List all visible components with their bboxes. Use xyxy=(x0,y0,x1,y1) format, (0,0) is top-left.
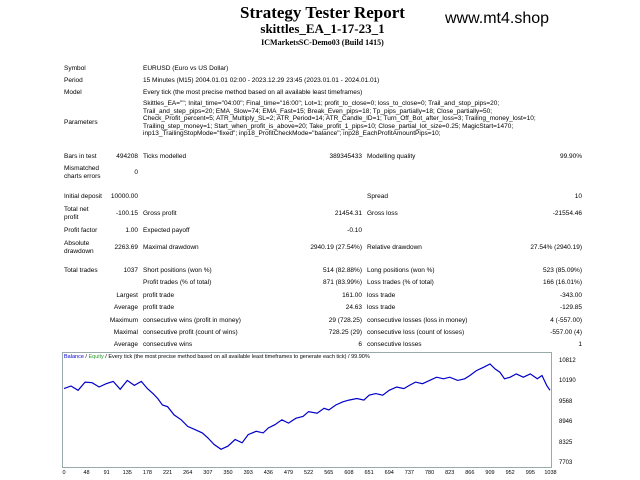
x-tick-label: 264 xyxy=(183,470,193,476)
x-tick-label: 436 xyxy=(263,470,273,476)
avg-consec-wins-label: consecutive wins xyxy=(143,341,193,348)
reldd-label: Relative drawdown xyxy=(367,244,422,251)
x-tick-label: 178 xyxy=(142,470,152,476)
grossloss-value: -21554.46 xyxy=(552,210,582,217)
ptrades-value: 871 (83.99%) xyxy=(322,279,362,286)
y-tick-label: 8946 xyxy=(559,419,573,426)
x-tick-label: 135 xyxy=(122,470,132,476)
mismatch-value: 0 xyxy=(134,169,138,176)
period-label: Period xyxy=(64,77,83,84)
mismatch-label-2: charts errors xyxy=(64,173,101,180)
model-value: Every tick (the most precise method based on all available least timeframes) xyxy=(143,89,363,96)
average-loss-value: -129.85 xyxy=(559,304,582,311)
netprofit-value: -100.15 xyxy=(115,210,138,217)
x-tick-label: 909 xyxy=(485,470,495,476)
long-label: Long positions (won %) xyxy=(367,267,435,274)
x-tick-label: 694 xyxy=(384,470,394,476)
x-tick-label: 952 xyxy=(505,470,515,476)
x-tick-label: 565 xyxy=(324,470,334,476)
bars-value: 494208 xyxy=(116,153,138,160)
server-build: ICMarketsSC-Demo03 (Build 1415) xyxy=(261,38,384,47)
trades-label: Total trades xyxy=(64,267,98,274)
symbol-value: EURUSD (Euro vs US Dollar) xyxy=(143,65,229,72)
mismatch-label-1: Mismatched xyxy=(64,165,100,172)
netprofit-label-2: profit xyxy=(64,214,79,221)
x-tick-label: 350 xyxy=(223,470,233,476)
ltrades-label: Loss trades (% of total) xyxy=(367,279,434,286)
consec-loss-value: -557.00 (4) xyxy=(550,329,582,336)
x-tick-label: 608 xyxy=(344,470,354,476)
quality-value: 99.90% xyxy=(559,153,582,160)
absdd-label-2: drawdown xyxy=(64,248,94,255)
max-consec-losses-value: 4 (-557.00) xyxy=(550,317,582,324)
avg-consec-losses-value: 1 xyxy=(578,341,582,348)
watermark: www.mt4.shop xyxy=(445,10,550,27)
x-tick-label: 995 xyxy=(525,470,535,476)
deposit-value: 10000.00 xyxy=(110,193,138,200)
max-consec-wins-label: consecutive wins (profit in money) xyxy=(143,317,241,324)
ticks-value: 389345433 xyxy=(329,153,362,160)
max-consec-losses-label: consecutive losses (loss in money) xyxy=(367,317,468,324)
symbol-label: Symbol xyxy=(64,65,86,72)
absdd-value: 2263.69 xyxy=(114,244,138,251)
max-consec-wins-value: 29 (728.25) xyxy=(328,317,362,324)
y-tick-label: 10812 xyxy=(559,358,576,364)
y-tick-label: 9568 xyxy=(559,398,573,405)
y-tick-label: 8325 xyxy=(559,439,573,446)
x-tick-label: 1038 xyxy=(544,470,557,476)
pf-value: 1.00 xyxy=(125,227,138,234)
x-tick-label: 479 xyxy=(283,470,294,476)
spread-label: Spread xyxy=(367,193,388,200)
chart-title-rest: / Every tick (the most precise method based on all available least timeframes to generate each tick) / 99.90% xyxy=(103,354,370,360)
ea-name: skittles_EA_1-17-23_1 xyxy=(260,21,385,36)
y-tick-label: 7703 xyxy=(559,460,573,466)
largest-label: Largest xyxy=(116,292,138,299)
parameters-label: Parameters xyxy=(64,119,98,126)
chart-title xyxy=(64,354,370,360)
grossprofit-value: 21454.31 xyxy=(334,210,362,217)
x-tick-label: 823 xyxy=(445,470,455,476)
ptrades-label: Profit trades (% of total) xyxy=(143,279,212,286)
short-value: 514 (82.88%) xyxy=(322,267,362,274)
grossloss-label: Gross loss xyxy=(367,210,398,217)
balance-line-series-0 xyxy=(64,364,550,449)
largest-profit-label: profit trade xyxy=(143,292,175,299)
netprofit-label-1: Total net xyxy=(64,206,89,213)
pf-label: Profit factor xyxy=(64,227,98,234)
average-label: Average xyxy=(113,304,138,311)
chart-title-balance: Balance xyxy=(64,354,84,360)
y-tick-label: 10190 xyxy=(559,378,576,385)
chart-title-equity: Equity xyxy=(88,354,104,360)
maxdd-value: 2940.19 (27.54%) xyxy=(310,244,362,251)
maxdd-label: Maximal drawdown xyxy=(143,244,199,251)
x-tick-label: 221 xyxy=(162,470,173,476)
largest-profit-value: 161.00 xyxy=(342,292,362,299)
largest-loss-label: loss trade xyxy=(367,292,396,299)
model-label: Model xyxy=(64,89,82,96)
consec-loss-label: consecutive loss (count of losses) xyxy=(367,329,465,336)
x-tick-label: 307 xyxy=(203,470,213,476)
consec-profit-label: consecutive profit (count of wins) xyxy=(143,329,238,336)
consec-profit-value: 728.25 (29) xyxy=(328,329,362,336)
absdd-label-1: Absolute xyxy=(64,240,90,247)
x-tick-label: 0 xyxy=(62,470,66,476)
deposit-label: Initial deposit xyxy=(64,193,102,200)
average-loss-label: loss trade xyxy=(367,304,396,311)
x-tick-label: 866 xyxy=(465,470,475,476)
balance-chart xyxy=(62,352,552,468)
trades-value: 1037 xyxy=(123,267,138,274)
long-value: 523 (85.09%) xyxy=(542,267,582,274)
x-tick-label: 393 xyxy=(243,470,253,476)
ticks-label: Ticks modelled xyxy=(143,153,187,160)
maximum-label: Maximum xyxy=(109,317,138,324)
x-tick-label: 91 xyxy=(103,470,110,476)
average-consec-label: Average xyxy=(113,341,138,348)
x-tick-label: 737 xyxy=(404,470,414,476)
x-tick-label: 48 xyxy=(83,470,90,476)
avg-consec-wins-value: 6 xyxy=(358,341,362,348)
report-title: Strategy Tester Report xyxy=(240,3,405,22)
avg-consec-losses-label: consecutive losses xyxy=(367,341,422,348)
short-label: Short positions (won %) xyxy=(143,267,212,274)
chart-title-sep: / xyxy=(83,354,89,360)
grossprofit-label: Gross profit xyxy=(143,210,177,217)
x-tick-label: 522 xyxy=(304,470,314,476)
quality-label: Modelling quality xyxy=(367,153,416,160)
bars-label: Bars in test xyxy=(64,153,97,160)
average-profit-label: profit trade xyxy=(143,304,175,311)
x-tick-label: 780 xyxy=(424,470,435,476)
average-profit-value: 24.63 xyxy=(345,304,362,311)
maximal-label: Maximal xyxy=(113,329,138,336)
ltrades-value: 166 (16.01%) xyxy=(542,279,582,286)
spread-value: 10 xyxy=(574,193,582,200)
parameters-value: Skittles_EA=""; Inital_time="04:00"; Final_time="16:00"; Lot=1; profit_to_close=0; loss_to_close=0; Trail_and_stop_pips=20; Trail_and_step_pips=20; EMA_Slow=74; EMA_Fast=15; Break_Even_pips=18; Tp_pips_partially=18; Close_partially=50; Check_Profit_percent=5; ATR_Multiply_SL=2; ATR_Period=14; ATR_Candle_ID=1; Turn_Off_Bot_after_loss=3; Trailing_money_lost=10; Trailing_step_money=1; Start_when_profit_is_above=20; Take_profit_1_pips=10; Close_partial_lot_size=0.25; MagicStart=1470; inp13_TrailingStopMode="fixed"; inp18_ProfitCheckMode="balance"; inp28_EachProfitAmountPips=10; xyxy=(143,100,536,138)
largest-loss-value: -343.00 xyxy=(559,292,582,299)
reldd-value: 27.54% (2940.19) xyxy=(530,244,582,251)
x-tick-label: 651 xyxy=(364,470,374,476)
period-value: 15 Minutes (M15) 2004.01.01 02:00 - 2023.12.29 23:45 (2023.01.01 - 2024.01.01) xyxy=(143,77,380,84)
ep-label: Expected payoff xyxy=(143,227,190,234)
ep-value: -0.10 xyxy=(347,227,362,234)
